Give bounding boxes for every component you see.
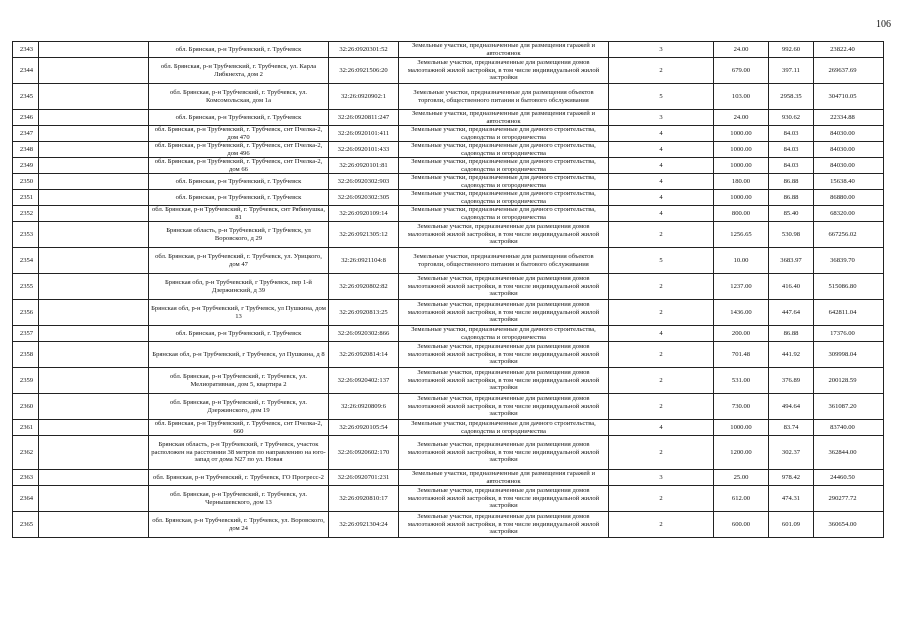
cadastral-number-cell: 32:26:0920402:137 [329, 368, 399, 394]
cadastral-value-cell: 290277.72 [814, 486, 884, 512]
area-cell: 1000.00 [714, 142, 769, 158]
unit-value-cell: 416.40 [769, 274, 814, 300]
use-group-cell: 2 [609, 300, 714, 326]
unit-value-cell: 84.03 [769, 126, 814, 142]
cadastral-value-cell: 360654.00 [814, 512, 884, 538]
cadastral-value-cell: 304710.05 [814, 84, 884, 110]
cadastral-number-cell: 32:26:0920302:866 [329, 326, 399, 342]
blank-cell [39, 110, 149, 126]
unit-value-cell: 474.31 [769, 486, 814, 512]
cadastral-value-cell: 309998.04 [814, 342, 884, 368]
unit-value-cell: 494.64 [769, 394, 814, 420]
cadastral-number-cell: 32:26:0921506:20 [329, 58, 399, 84]
address-cell: обл. Брянская, р-н Трубчевский, г. Трубчевск, ул. Урицкого, дом 47 [149, 248, 329, 274]
cadastral-number-cell: 32:26:0920902:1 [329, 84, 399, 110]
cadastral-number-cell: 32:26:0920301:52 [329, 42, 399, 58]
blank-cell [39, 512, 149, 538]
blank-cell [39, 126, 149, 142]
use-group-cell: 3 [609, 110, 714, 126]
land-use-cell: Земельные участки, предназначенные для дачного строительства, садоводства и огородничества [399, 190, 609, 206]
table-row [13, 486, 884, 512]
cadastral-number-cell: 32:26:0920802:82 [329, 274, 399, 300]
use-group-cell: 4 [609, 206, 714, 222]
area-cell: 531.00 [714, 368, 769, 394]
cadastral-number-cell: 32:26:0920811:247 [329, 110, 399, 126]
blank-cell [39, 42, 149, 58]
row-number-cell: 2361 [13, 420, 39, 436]
unit-value-cell: 84.03 [769, 142, 814, 158]
cadastral-number-cell: 32:26:0920602:170 [329, 436, 399, 470]
use-group-cell: 3 [609, 470, 714, 486]
area-cell: 1000.00 [714, 190, 769, 206]
row-number-cell: 2351 [13, 190, 39, 206]
unit-value-cell: 441.92 [769, 342, 814, 368]
use-group-cell: 2 [609, 58, 714, 84]
row-number-cell: 2354 [13, 248, 39, 274]
cadastral-value-cell: 642811.04 [814, 300, 884, 326]
unit-value-cell: 447.64 [769, 300, 814, 326]
address-cell: обл. Брянская, р-н Трубчевский, г. Трубчевск, снт Рябинушка, 81 [149, 206, 329, 222]
cadastral-number-cell: 32:26:0921104:8 [329, 248, 399, 274]
land-use-cell: Земельные участки, предназначенные для размещения домов малоэтажной жилой застройки, в том числе индивидуальной жилой застройки [399, 222, 609, 248]
table-row [13, 394, 884, 420]
area-cell: 600.00 [714, 512, 769, 538]
cadastral-value-table [12, 41, 884, 538]
land-use-cell: Земельные участки, предназначенные для размещения объектов торговли, общественного питания и бытового обслуживания [399, 84, 609, 110]
use-group-cell: 4 [609, 126, 714, 142]
address-cell: обл. Брянская, р-н Трубчевский, г. Трубчевск, ул. Мелиоративная, дом 5, квартира 2 [149, 368, 329, 394]
use-group-cell: 4 [609, 326, 714, 342]
unit-value-cell: 601.09 [769, 512, 814, 538]
blank-cell [39, 222, 149, 248]
cadastral-value-cell: 24460.50 [814, 470, 884, 486]
area-cell: 679.00 [714, 58, 769, 84]
area-cell: 800.00 [714, 206, 769, 222]
land-use-cell: Земельные участки, предназначенные для размещения домов малоэтажной жилой застройки, в том числе индивидуальной жилой застройки [399, 342, 609, 368]
table-row [13, 274, 884, 300]
blank-cell [39, 248, 149, 274]
unit-value-cell: 86.88 [769, 326, 814, 342]
row-number-cell: 2357 [13, 326, 39, 342]
land-use-cell: Земельные участки, предназначенные для размещения домов малоэтажной жилой застройки, в том числе индивидуальной жилой застройки [399, 368, 609, 394]
land-use-cell: Земельные участки, предназначенные для размещения домов малоэтажной жилой застройки, в том числе индивидуальной жилой застройки [399, 512, 609, 538]
row-number-cell: 2350 [13, 174, 39, 190]
page-number: 106 [876, 19, 891, 30]
land-use-cell: Земельные участки, предназначенные для размещения гаражей и автостоянок [399, 470, 609, 486]
area-cell: 25.00 [714, 470, 769, 486]
cadastral-number-cell: 32:26:0920101:81 [329, 158, 399, 174]
cadastral-number-cell: 32:26:0921304:24 [329, 512, 399, 538]
cadastral-number-cell: 32:26:0920105:54 [329, 420, 399, 436]
blank-cell [39, 274, 149, 300]
area-cell: 1000.00 [714, 158, 769, 174]
table-row [13, 58, 884, 84]
address-cell: обл. Брянская, р-н Трубчевский, г. Трубчевск, снт Пчелка-2, 660 [149, 420, 329, 436]
cadastral-value-cell: 362844.00 [814, 436, 884, 470]
area-cell: 1237.00 [714, 274, 769, 300]
blank-cell [39, 420, 149, 436]
unit-value-cell: 3683.97 [769, 248, 814, 274]
land-use-cell: Земельные участки, предназначенные для дачного строительства, садоводства и огородничества [399, 206, 609, 222]
blank-cell [39, 84, 149, 110]
address-cell: Брянская область, р-н Трубчевский, г Трубчевск, ул Воровского, д 29 [149, 222, 329, 248]
table-row [13, 84, 884, 110]
row-number-cell: 2365 [13, 512, 39, 538]
cadastral-number-cell: 32:26:0920813:25 [329, 300, 399, 326]
land-use-cell: Земельные участки, предназначенные для дачного строительства, садоводства и огородничества [399, 142, 609, 158]
use-group-cell: 2 [609, 222, 714, 248]
cadastral-number-cell: 32:26:0920101:411 [329, 126, 399, 142]
address-cell: обл. Брянская, р-н Трубчевский, г. Трубчевск [149, 190, 329, 206]
table-row [13, 42, 884, 58]
row-number-cell: 2344 [13, 58, 39, 84]
use-group-cell: 4 [609, 190, 714, 206]
cadastral-number-cell: 32:26:0920302:903 [329, 174, 399, 190]
area-cell: 1000.00 [714, 126, 769, 142]
address-cell: Брянская область, р-н Трубчевский, г Трубчевск, участок расположен на расстоянии 38 метров по направлению на юго-запад от дома N27 по ул. Новая [149, 436, 329, 470]
blank-cell [39, 368, 149, 394]
cadastral-value-cell: 84030.00 [814, 126, 884, 142]
cadastral-value-cell: 22334.88 [814, 110, 884, 126]
area-cell: 612.00 [714, 486, 769, 512]
address-cell: обл. Брянская, р-н Трубчевский, г. Трубчевск, ул. Комсомольская, дом 1а [149, 84, 329, 110]
table-row [13, 342, 884, 368]
use-group-cell: 2 [609, 274, 714, 300]
land-use-cell: Земельные участки, предназначенные для размещения объектов торговли, общественного питания и бытового обслуживания [399, 248, 609, 274]
row-number-cell: 2364 [13, 486, 39, 512]
table-row [13, 126, 884, 142]
unit-value-cell: 376.89 [769, 368, 814, 394]
cadastral-value-cell: 23822.40 [814, 42, 884, 58]
area-cell: 103.00 [714, 84, 769, 110]
address-cell: обл. Брянская, р-н Трубчевский, г. Трубчевск [149, 110, 329, 126]
row-number-cell: 2358 [13, 342, 39, 368]
blank-cell [39, 158, 149, 174]
area-cell: 1256.65 [714, 222, 769, 248]
row-number-cell: 2352 [13, 206, 39, 222]
land-use-cell: Земельные участки, предназначенные для дачного строительства, садоводства и огородничества [399, 326, 609, 342]
table-row [13, 436, 884, 470]
unit-value-cell: 978.42 [769, 470, 814, 486]
table-row [13, 190, 884, 206]
address-cell: обл. Брянская, р-н Трубчевский, г. Трубчевск, ул. Карла Либкнехта, дом 2 [149, 58, 329, 84]
table-row [13, 420, 884, 436]
land-use-cell: Земельные участки, предназначенные для размещения домов малоэтажной жилой застройки, в том числе индивидуальной жилой застройки [399, 486, 609, 512]
area-cell: 730.00 [714, 394, 769, 420]
use-group-cell: 5 [609, 84, 714, 110]
cadastral-value-cell: 17376.00 [814, 326, 884, 342]
cadastral-value-cell: 36839.70 [814, 248, 884, 274]
cadastral-number-cell: 32:26:0920810:17 [329, 486, 399, 512]
use-group-cell: 4 [609, 174, 714, 190]
area-cell: 1000.00 [714, 420, 769, 436]
cadastral-number-cell: 32:26:0920809:6 [329, 394, 399, 420]
address-cell: обл. Брянская, р-н Трубчевский, г. Трубчевск [149, 326, 329, 342]
area-cell: 701.48 [714, 342, 769, 368]
address-cell: Брянская обл, р-н Трубчевский, г Трубчевск, пер 1-й Дзержинский, д 39 [149, 274, 329, 300]
table-row [13, 300, 884, 326]
unit-value-cell: 86.88 [769, 174, 814, 190]
unit-value-cell: 302.37 [769, 436, 814, 470]
row-number-cell: 2345 [13, 84, 39, 110]
blank-cell [39, 486, 149, 512]
blank-cell [39, 190, 149, 206]
row-number-cell: 2347 [13, 126, 39, 142]
blank-cell [39, 326, 149, 342]
row-number-cell: 2363 [13, 470, 39, 486]
use-group-cell: 4 [609, 142, 714, 158]
cadastral-value-cell: 84030.00 [814, 142, 884, 158]
cadastral-number-cell: 32:26:0920101:433 [329, 142, 399, 158]
area-cell: 1200.00 [714, 436, 769, 470]
row-number-cell: 2349 [13, 158, 39, 174]
land-use-cell: Земельные участки, предназначенные для размещения домов малоэтажной жилой застройки, в том числе индивидуальной жилой застройки [399, 58, 609, 84]
unit-value-cell: 930.62 [769, 110, 814, 126]
table-row [13, 222, 884, 248]
land-use-cell: Земельные участки, предназначенные для размещения домов малоэтажной жилой застройки, в том числе индивидуальной жилой застройки [399, 394, 609, 420]
use-group-cell: 2 [609, 368, 714, 394]
area-cell: 200.00 [714, 326, 769, 342]
cadastral-value-cell: 515086.80 [814, 274, 884, 300]
table-row [13, 326, 884, 342]
area-cell: 180.00 [714, 174, 769, 190]
land-use-cell: Земельные участки, предназначенные для размещения домов малоэтажной жилой застройки, в том числе индивидуальной жилой застройки [399, 300, 609, 326]
cadastral-value-cell: 667256.02 [814, 222, 884, 248]
unit-value-cell: 85.40 [769, 206, 814, 222]
row-number-cell: 2343 [13, 42, 39, 58]
land-use-cell: Земельные участки, предназначенные для дачного строительства, садоводства и огородничества [399, 420, 609, 436]
unit-value-cell: 86.88 [769, 190, 814, 206]
land-use-cell: Земельные участки, предназначенные для дачного строительства, садоводства и огородничества [399, 158, 609, 174]
blank-cell [39, 436, 149, 470]
address-cell: обл. Брянская, р-н Трубчевский, г. Трубчевск, снт Пчелка-2, дом 496 [149, 142, 329, 158]
land-use-cell: Земельные участки, предназначенные для размещения домов малоэтажной жилой застройки, в том числе индивидуальной жилой застройки [399, 274, 609, 300]
cadastral-number-cell: 32:26:0920109:14 [329, 206, 399, 222]
row-number-cell: 2355 [13, 274, 39, 300]
table-row [13, 158, 884, 174]
cadastral-value-cell: 86880.00 [814, 190, 884, 206]
address-cell: обл. Брянская, р-н Трубчевский, г. Трубчевск, ГО Прогресс-2 [149, 470, 329, 486]
use-group-cell: 2 [609, 486, 714, 512]
cadastral-number-cell: 32:26:0921305:12 [329, 222, 399, 248]
blank-cell [39, 58, 149, 84]
row-number-cell: 2346 [13, 110, 39, 126]
address-cell: обл. Брянская, р-н Трубчевский, г. Трубчевск [149, 42, 329, 58]
row-number-cell: 2360 [13, 394, 39, 420]
address-cell: обл. Брянская, р-н Трубчевский, г. Трубчевск, ул. Чернышевского, дом 13 [149, 486, 329, 512]
land-use-cell: Земельные участки, предназначенные для дачного строительства, садоводства и огородничества [399, 174, 609, 190]
table-row [13, 512, 884, 538]
cadastral-value-cell: 200128.59 [814, 368, 884, 394]
unit-value-cell: 83.74 [769, 420, 814, 436]
blank-cell [39, 174, 149, 190]
use-group-cell: 2 [609, 436, 714, 470]
row-number-cell: 2362 [13, 436, 39, 470]
address-cell: обл. Брянская, р-н Трубчевский, г. Трубчевск, ул. Воровского, дом 24 [149, 512, 329, 538]
use-group-cell: 2 [609, 512, 714, 538]
cadastral-value-cell: 269637.69 [814, 58, 884, 84]
address-cell: Брянская обл, р-н Трубчевский, г Трубчевск, ул Пушкина, д 8 [149, 342, 329, 368]
unit-value-cell: 397.11 [769, 58, 814, 84]
table-row [13, 248, 884, 274]
table-row [13, 174, 884, 190]
land-use-cell: Земельные участки, предназначенные для размещения гаражей и автостоянок [399, 42, 609, 58]
area-cell: 24.00 [714, 110, 769, 126]
table-row [13, 470, 884, 486]
address-cell: обл. Брянская, р-н Трубчевский, г. Трубчевск, снт Пчелка-2, дом 66 [149, 158, 329, 174]
use-group-cell: 3 [609, 42, 714, 58]
cadastral-value-cell: 68320.00 [814, 206, 884, 222]
blank-cell [39, 142, 149, 158]
use-group-cell: 2 [609, 342, 714, 368]
cadastral-number-cell: 32:26:0920814:14 [329, 342, 399, 368]
table-row [13, 110, 884, 126]
cadastral-number-cell: 32:26:0920701:231 [329, 470, 399, 486]
use-group-cell: 2 [609, 394, 714, 420]
blank-cell [39, 470, 149, 486]
area-cell: 24.00 [714, 42, 769, 58]
cadastral-number-cell: 32:26:0920302:305 [329, 190, 399, 206]
blank-cell [39, 300, 149, 326]
address-cell: обл. Брянская, р-н Трубчевский, г. Трубчевск [149, 174, 329, 190]
unit-value-cell: 992.60 [769, 42, 814, 58]
row-number-cell: 2348 [13, 142, 39, 158]
land-use-cell: Земельные участки, предназначенные для размещения гаражей и автостоянок [399, 110, 609, 126]
row-number-cell: 2353 [13, 222, 39, 248]
area-cell: 1436.00 [714, 300, 769, 326]
area-cell: 10.00 [714, 248, 769, 274]
table-body [13, 42, 884, 538]
table-row [13, 142, 884, 158]
cadastral-value-cell: 83740.00 [814, 420, 884, 436]
use-group-cell: 4 [609, 420, 714, 436]
blank-cell [39, 206, 149, 222]
row-number-cell: 2356 [13, 300, 39, 326]
cadastral-value-cell: 15638.40 [814, 174, 884, 190]
table-row [13, 206, 884, 222]
unit-value-cell: 530.98 [769, 222, 814, 248]
address-cell: обл. Брянская, р-н Трубчевский, г. Трубчевск, ул. Дзержинского, дом 19 [149, 394, 329, 420]
land-use-cell: Земельные участки, предназначенные для размещения домов малоэтажной жилой застройки, в том числе индивидуальной жилой застройки [399, 436, 609, 470]
address-cell: обл. Брянская, р-н Трубчевский, г. Трубчевск, снт Пчелка-2, дом 470 [149, 126, 329, 142]
cadastral-value-cell: 84030.00 [814, 158, 884, 174]
use-group-cell: 4 [609, 158, 714, 174]
unit-value-cell: 84.03 [769, 158, 814, 174]
row-number-cell: 2359 [13, 368, 39, 394]
land-use-cell: Земельные участки, предназначенные для дачного строительства, садоводства и огородничества [399, 126, 609, 142]
blank-cell [39, 342, 149, 368]
blank-cell [39, 394, 149, 420]
unit-value-cell: 2958.35 [769, 84, 814, 110]
cadastral-value-cell: 361087.20 [814, 394, 884, 420]
address-cell: Брянская обл, р-н Трубчевский, г Трубчевск, ул Пушкина, дом 13 [149, 300, 329, 326]
use-group-cell: 5 [609, 248, 714, 274]
table-row [13, 368, 884, 394]
